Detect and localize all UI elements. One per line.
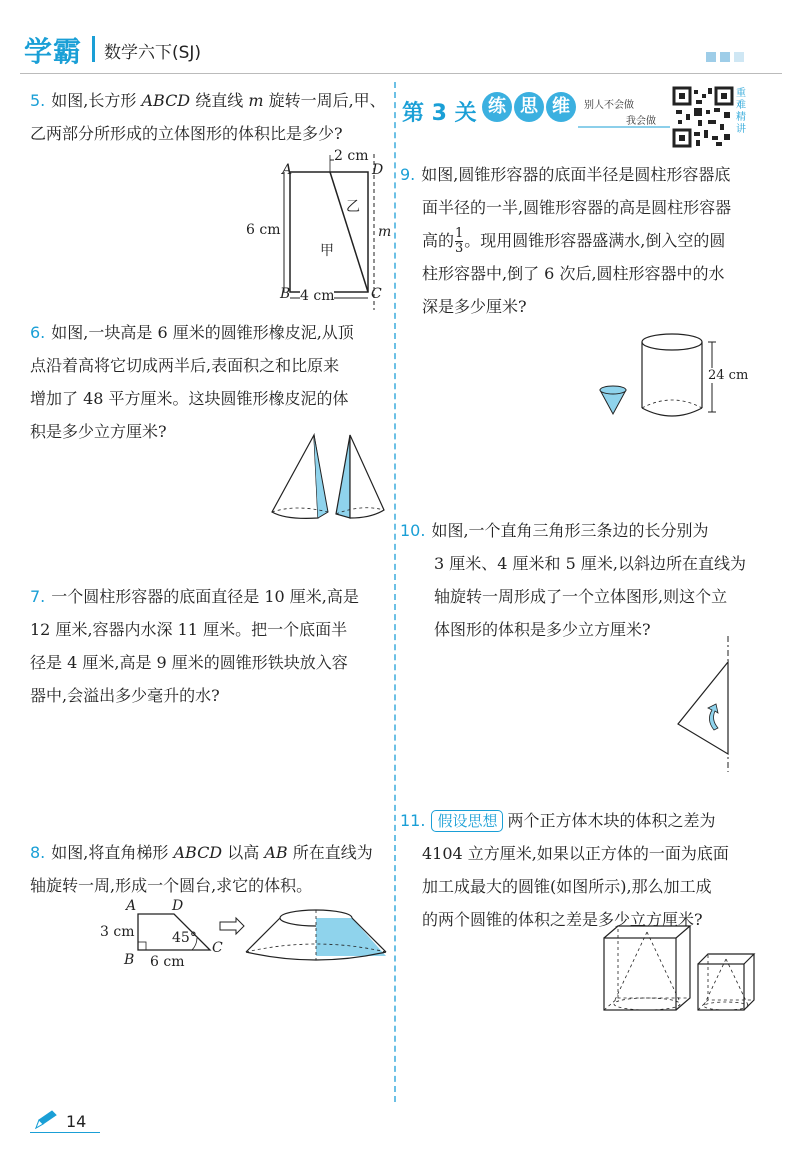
question-text: 3 厘米、4 厘米和 5 厘米,以斜边所在直线为	[434, 554, 746, 573]
question-text: 如图,将直角梯形	[51, 843, 174, 862]
cubes-cones-figure	[600, 922, 760, 1018]
question-text: ABCD	[173, 843, 223, 862]
question-text: AB	[264, 843, 288, 862]
question-8	[30, 836, 390, 902]
question-number: 8.	[30, 843, 46, 862]
question-number: 9.	[400, 165, 416, 184]
question-text: 。现用圆锥形容器盛满水,倒入空的圆	[464, 231, 726, 250]
question-text: 高的	[422, 231, 455, 250]
question-number: 11.	[400, 811, 426, 830]
dimension-label: 24 cm	[708, 368, 749, 383]
question-number: 7.	[30, 587, 46, 606]
vertex-label: D	[372, 162, 384, 178]
question-text: 柱形容器中,倒了 6 次后,圆柱形容器中的水	[422, 264, 725, 283]
method-tag: 假设思想	[431, 810, 503, 832]
triangle-rotation-figure	[668, 634, 748, 774]
question-text: 深是多少厘米?	[422, 297, 527, 316]
header-rule	[20, 73, 782, 74]
question-text: 所在直线为	[287, 843, 373, 862]
section-badge: 思	[514, 92, 544, 122]
section-underline	[578, 124, 670, 130]
section-badge: 维	[546, 92, 576, 122]
question-text: m	[248, 91, 264, 110]
question-text: 点沿着高将它切成两半后,表面积之和比原来	[30, 356, 340, 375]
section-note: 我会做	[626, 116, 656, 127]
question-text: 轴旋转一周,形成一个圆台,求它的体积。	[30, 876, 313, 895]
dimension-label: 2 cm	[334, 148, 369, 164]
question-number: 10.	[400, 521, 426, 540]
question-7	[30, 580, 390, 712]
dimension-label: 6 cm	[246, 222, 281, 238]
question-11	[400, 804, 780, 936]
question-text: 体图形的体积是多少立方厘米?	[434, 620, 651, 639]
question-text: 乙两部分所形成的立体图形的体积比是多少?	[30, 124, 343, 143]
vertex-label: C	[371, 286, 382, 302]
question-text: 4104 立方厘米,如果以正方体的一面为底面	[422, 844, 729, 863]
section-title: 第 3 关	[402, 101, 477, 126]
subject-title: 数学六下(SJ)	[104, 43, 202, 63]
question-text: 器中,会溢出多少毫升的水?	[30, 686, 220, 705]
vertex-label: A	[282, 162, 293, 178]
question-number: 6.	[30, 323, 46, 342]
question-text: 如图,圆锥形容器的底面半径是圆柱形容器底	[421, 165, 731, 184]
question-text: 12 厘米,容器内水深 11 厘米。把一个底面半	[30, 620, 348, 639]
pencil-icon	[34, 1110, 60, 1130]
question-text: 增加了 48 平方厘米。这块圆锥形橡皮泥的体	[30, 389, 349, 408]
region-label: 乙	[346, 199, 360, 215]
vertex-label: B	[124, 952, 135, 968]
axis-label: m	[378, 224, 392, 240]
question-text: 的两个圆锥的体积之差是多少立方厘米?	[422, 910, 703, 929]
question-number: 5.	[30, 91, 46, 110]
vertex-label: D	[172, 898, 184, 914]
column-divider	[394, 82, 396, 1102]
question-text: 两个正方体木块的体积之差为	[507, 811, 716, 830]
question-text: 如图,一块高是 6 厘米的圆锥形橡皮泥,从顶	[51, 323, 354, 342]
vertex-label: A	[126, 898, 137, 914]
fraction	[455, 227, 463, 256]
question-6	[30, 316, 390, 448]
section-badge: 练	[482, 92, 512, 122]
question-text: 旋转一周后,甲、	[263, 91, 386, 110]
page-number: 14	[66, 1112, 87, 1131]
corner-square	[734, 52, 744, 62]
vertex-label: C	[212, 940, 223, 956]
question-text: ABCD	[141, 91, 191, 110]
question-text: 如图,长方形	[51, 91, 142, 110]
corner-square	[706, 52, 716, 62]
region-label: 甲	[320, 243, 334, 259]
question-9	[400, 158, 780, 323]
question-10	[400, 514, 780, 646]
question-text: 积是多少立方厘米?	[30, 422, 167, 441]
dimension-label: 6 cm	[150, 954, 185, 970]
question-text: 绕直线	[190, 91, 249, 110]
fraction-denominator: 3	[455, 241, 464, 256]
question-text: 以高	[222, 843, 265, 862]
question-text: 轴旋转一周形成了一个立体图形,则这个立	[434, 587, 728, 606]
brand-divider	[92, 36, 95, 62]
qr-code-icon[interactable]	[672, 86, 734, 148]
question-text: 加工成最大的圆锥(如图所示),那么加工成	[422, 877, 712, 896]
section-note: 别人不会做	[584, 100, 634, 111]
vertex-label: B	[280, 286, 291, 302]
qr-side-label: 重难精讲	[736, 88, 746, 135]
corner-square	[720, 52, 730, 62]
half-cones-figure	[266, 430, 396, 525]
question-text: 径是 4 厘米,高是 9 厘米的圆锥形铁块放入容	[30, 653, 348, 672]
angle-label: 45°	[172, 930, 197, 946]
question-text: 一个圆柱形容器的底面直径是 10 厘米,高是	[51, 587, 359, 606]
footer-rule	[30, 1132, 100, 1133]
dimension-label: 4 cm	[300, 288, 335, 304]
brand-logo: 学霸	[24, 35, 83, 68]
question-text: 面半径的一半,圆锥形容器的高是圆柱形容器	[422, 198, 732, 217]
dimension-label: 3 cm	[100, 924, 135, 940]
question-5	[30, 84, 390, 150]
fraction-numerator: 1	[455, 226, 464, 241]
question-text: 如图,一个直角三角形三条边的长分别为	[431, 521, 709, 540]
